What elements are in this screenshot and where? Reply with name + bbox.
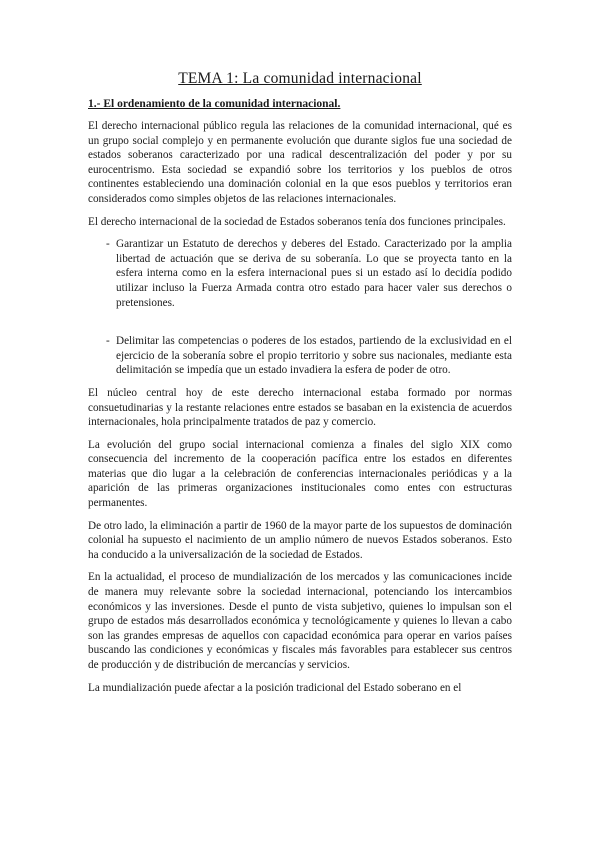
list-dash-marker: -	[106, 335, 110, 348]
paragraph-4: La evolución del grupo social internacional comienza a finales del siglo XIX como consecuencia del incremento de la cooperación pacífica entre los estados en diferentes materias que dio lugar a la celebración de conferencias internacionales periódicas y a la aparición de las primeras organizaciones institucionales como entes con estructuras permanentes.	[88, 438, 512, 510]
functions-list	[88, 237, 512, 378]
page-title: TEMA 1: La comunidad internacional	[178, 70, 422, 87]
list-item-text: Delimitar las competencias o poderes de los estados, partiendo de la exclusividad en el ejercicio de la soberanía sobre el propio territorio y sobre sus nacionales, mediante esta delimitación se impedía que un estado invadiera la esfera de poder de otro.	[116, 335, 512, 377]
paragraph-6: En la actualidad, el proceso de mundialización de los mercados y las comunicaciones incide de manera muy relevante sobre la sociedad internacional, potenciando los intercambios económicos y las inversiones. Desde el punto de vista subjetivo, quienes lo impulsan son el grupo de estados más desarrollados económica y tecnológicamente y quienes lo llevan a cabo son las grandes empresas de aquellos con capacidad económica para operar en varios países buscando las condiciones y económicas y fiscales más favorables para establecer sus centros de producción y de distribución de mercancías y servicios.	[88, 571, 512, 671]
list-item-text: Garantizar un Estatuto de derechos y deberes del Estado. Caracterizado por la amplia libertad de actuación que se deriva de su soberanía. Lo que se proyecta tanto en la esfera interna como en la esfera internacional pues si un estado así lo decidía podido utilizar incluso la Fuerza Armada contra otro estado para hacer valer sus derechos o pretensiones.	[116, 238, 512, 309]
paragraph-1: El derecho internacional público regula las relaciones de la comunidad internacional, qué es un grupo social complejo y en permanente evolución que durante siglos fue una sociedad de estados soberanos caracterizado por una radical descentralización del poder y por su eurocentrismo. Esta sociedad se expandió sobre los territorios y los pueblos de otros continentes estableciendo una dominación colonial en la que esos pueblos y territorios eran considerados como simples objetos de las relaciones internacionales.	[88, 120, 512, 205]
section-heading: 1.- El ordenamiento de la comunidad internacional.	[88, 98, 341, 110]
list-dash-marker: -	[106, 238, 110, 251]
list-item	[106, 237, 512, 310]
paragraph-3: El núcleo central hoy de este derecho internacional estaba formado por normas consuetudinarias y la restante relaciones entre estados se basaban en la existencia de acuerdos internacionales, hola principalmente tratados de paz y comercio.	[88, 386, 512, 429]
paragraph-2: El derecho internacional de la sociedad de Estados soberanos tenía dos funciones principales.	[88, 215, 506, 228]
paragraph-7: La mundialización puede afectar a la posición tradicional del Estado soberano en el	[88, 681, 462, 694]
paragraph-5: De otro lado, la eliminación a partir de 1960 de la mayor parte de los supuestos de dominación colonial ha supuesto el nacimiento de un amplio número de nuevos Estados soberanos. Esto ha conducido a la universalización de la sociedad de Estados.	[88, 519, 512, 561]
list-item	[106, 334, 512, 378]
